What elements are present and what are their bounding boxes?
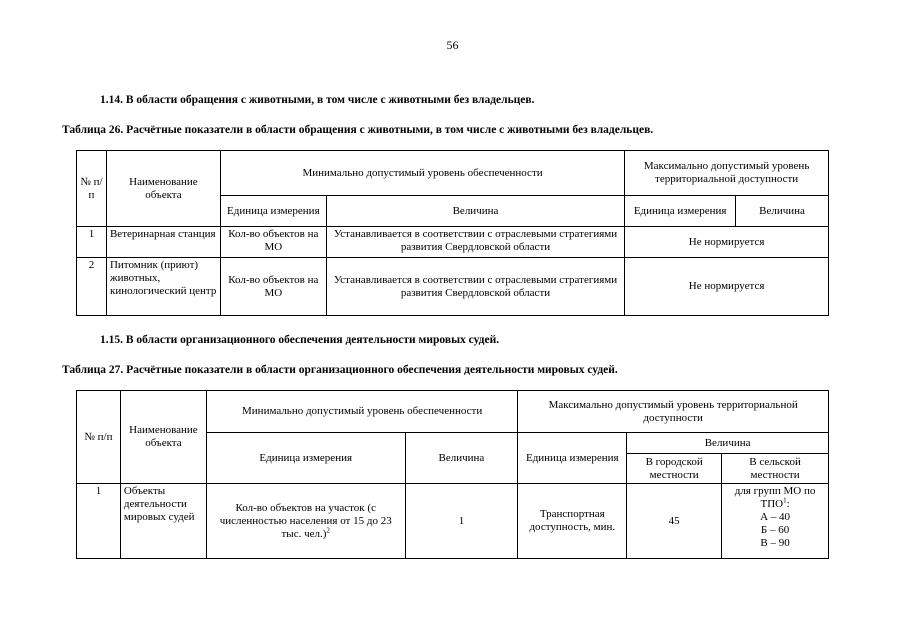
- footnote-1: 1: [783, 496, 787, 505]
- row-max-unit: Транспортная доступность, мин.: [518, 484, 627, 559]
- row-num: 1: [77, 227, 107, 258]
- row-name: Ветеринарная станция: [106, 227, 220, 258]
- row-city: 45: [627, 484, 722, 559]
- col-header-max: Максимально допустимый уровень территориальной доступности: [625, 151, 829, 196]
- rural-group-b: Б – 60: [760, 524, 790, 536]
- row-value: Устанавливается в соответствии с отраслевыми стратегиями развития Свердловской области: [326, 258, 624, 316]
- rural-group-a: А – 40: [760, 511, 791, 523]
- rural-colon: :: [786, 498, 790, 510]
- row-num: 2: [77, 258, 107, 316]
- row-rural: [722, 484, 829, 559]
- section-heading-1-14: 1.14. В области обращения с животными, в том числе с животными без владельцев.: [100, 94, 535, 106]
- col-header-unit: Единица измерения: [206, 433, 405, 484]
- col-header-max-unit: Единица измерения: [625, 196, 736, 227]
- col-header-name: Наименование объекта: [106, 151, 220, 227]
- table-27: [76, 390, 829, 559]
- row-name: Питомник (приют) животных, кинологический центр: [106, 258, 220, 316]
- rural-group-v: В – 90: [760, 537, 790, 549]
- col-header-num: № п/п: [77, 391, 121, 484]
- row-name: Объекты деятельности мировых судей: [120, 484, 206, 559]
- col-header-max: Максимально допустимый уровень территориальной доступности: [518, 391, 829, 433]
- col-header-max-value: Величина: [736, 196, 829, 227]
- table-26-caption: Таблица 26. Расчётные показатели в области обращения с животными, в том числе с животными без владельцев.: [62, 124, 654, 136]
- col-header-max-unit: Единица измерения: [518, 433, 627, 484]
- section-heading-1-15: 1.15. В области организационного обеспечения деятельности мировых судей.: [100, 334, 500, 346]
- rural-head: для групп МО по ТПО: [734, 485, 816, 510]
- row-max: Не нормируется: [625, 258, 829, 316]
- col-header-min: Минимально допустимый уровень обеспеченности: [220, 151, 624, 196]
- col-header-rural: В сельской местности: [722, 454, 829, 484]
- col-header-unit: Единица измерения: [220, 196, 326, 227]
- table-26: [76, 150, 829, 316]
- row-unit: Кол-во объектов на МО: [220, 258, 326, 316]
- row-max: Не нормируется: [625, 227, 829, 258]
- col-header-min: Минимально допустимый уровень обеспеченности: [206, 391, 517, 433]
- col-header-city: В городской местности: [627, 454, 722, 484]
- col-header-max-value: Величина: [627, 433, 829, 454]
- col-header-name: Наименование объекта: [120, 391, 206, 484]
- row-unit: [206, 484, 405, 559]
- row-unit-text: Кол-во объектов на участок (с численностью населения от 15 до 23 тыс. чел.): [219, 501, 392, 540]
- table-row: [77, 258, 829, 316]
- footnote-2: 2: [326, 525, 330, 534]
- col-header-value: Величина: [405, 433, 518, 484]
- row-value: 1: [405, 484, 518, 559]
- row-num: 1: [77, 484, 121, 559]
- row-value: Устанавливается в соответствии с отраслевыми стратегиями развития Свердловской области: [326, 227, 624, 258]
- table-row: [77, 484, 829, 559]
- col-header-num: № п/п: [77, 151, 107, 227]
- row-unit: Кол-во объектов на МО: [220, 227, 326, 258]
- col-header-value: Величина: [326, 196, 624, 227]
- table-row: [77, 227, 829, 258]
- table-27-caption: Таблица 27. Расчётные показатели в области организационного обеспечения деятельности мировых судей.: [62, 364, 618, 376]
- page-number: 56: [446, 38, 459, 52]
